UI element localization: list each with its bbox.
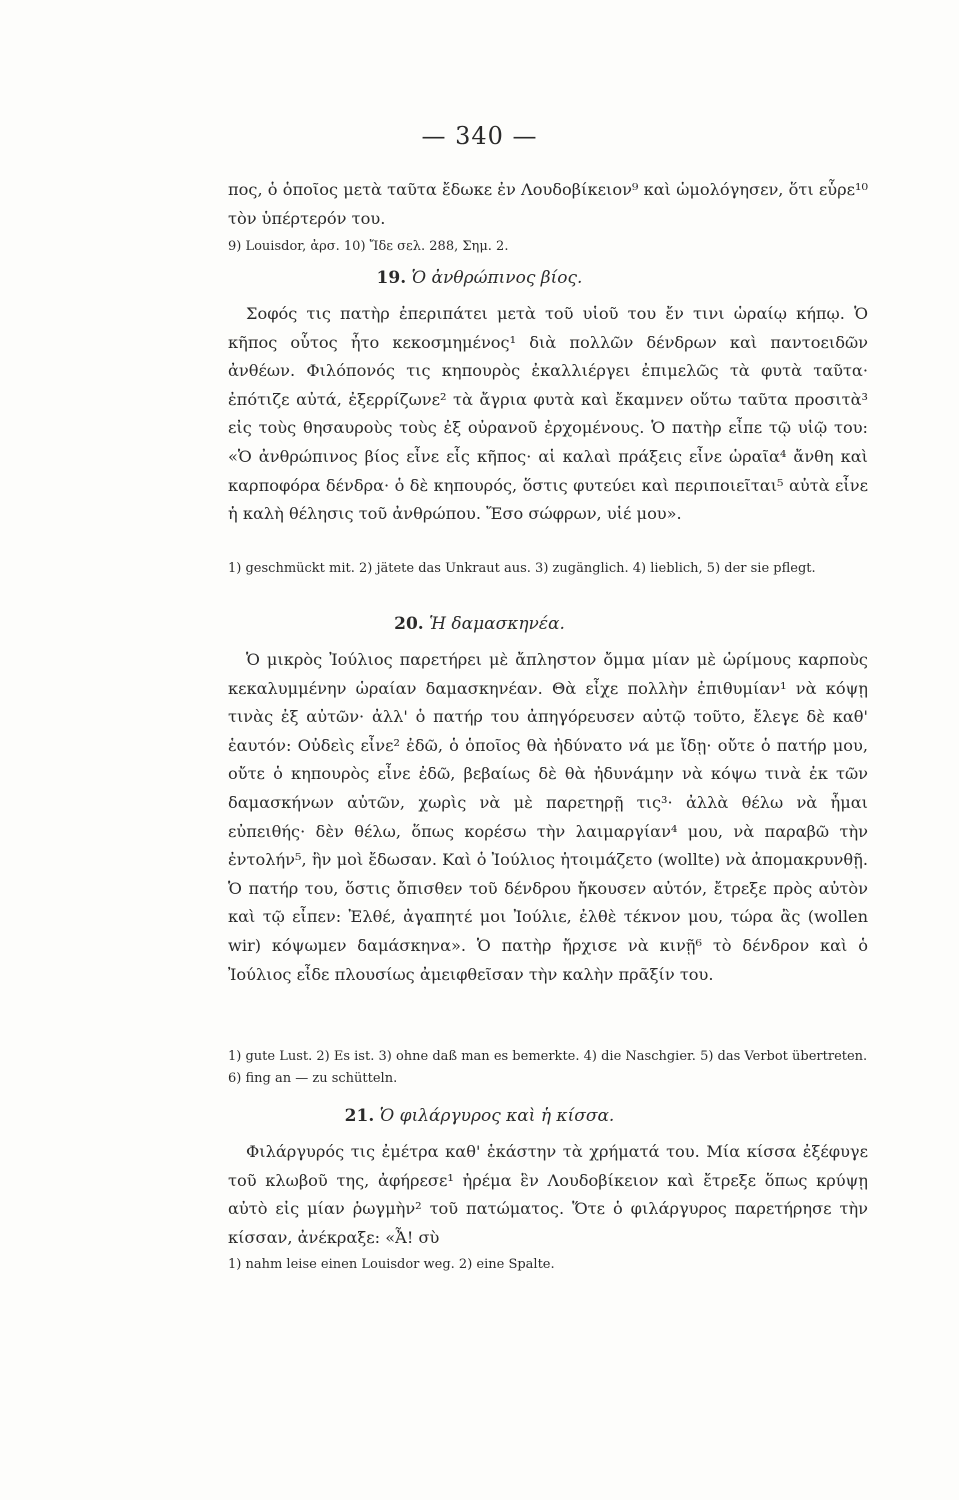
section-19-title: Ὁ ἀνθρώπινος βίος.: [411, 268, 583, 288]
section-21-text: Φιλάργυρός τις ἐμέτρα καθ' ἑκάστην τὰ χρήματά του. Μία κίσσα ἐξέφυγε τοῦ κλωβοῦ της, ἀφήρεσε¹ ἠρέμα ἓν Λουδοβίκειον καὶ ἔτρεξε ὅπως κρύψῃ αὐτὸ εἰς μίαν ῥωγμὴν² τοῦ πατώματος. Ὅτε ὁ φιλάργυρος παρετήρησε τὴν κίσσαν, ἀνέκραξε: «Ἆ! σὺ: [228, 1142, 868, 1247]
section-21-number: 21.: [344, 1106, 375, 1126]
section-20-number: 20.: [394, 614, 424, 634]
section-19-text: Σοφός τις πατὴρ ἐπεριπάτει μετὰ τοῦ υἱοῦ του ἔν τινι ὡραίῳ κήπῳ. Ὁ κῆπος οὗτος ἦτο κεκοσμημένος¹ διὰ πολλῶν δένδρων καὶ παντοειδῶν ἀνθέων. Φιλόπονός τις κηπουρὸς ἐκαλλιέργει ἐπιμελῶς τὰ φυτὰ ταῦτα· ἐπότιζε αὐτά, ἐξερρίζωνε² τὰ ἄγρια φυτὰ καὶ ἔκαμνεν οὕτω ταῦτα προσιτὰ³ εἰς τοὺς θησαυροὺς τοὺς ἐξ οὐρανοῦ ἐρχομένους. Ὁ πατὴρ εἶπε τῷ υἱῷ του: «Ὁ ἀνθρώπινος βίος εἶνε εἷς κῆπος· αἱ καλαὶ πράξεις εἶνε ὡραῖα⁴ ἄνθη καὶ καρποφόρα δένδρα· ὁ δὲ κηπουρός, ὅστις φυτεύει καὶ περιποιεῖται⁵ αὐτὰ εἶνε ἡ καλὴ θέλησις τοῦ ἀνθρώπου. Ἔσο σώφρων, υἱέ μου».: [228, 304, 868, 524]
carryover-paragraph: [228, 176, 868, 233]
section-20-title: Ἡ δαμασκηνέα.: [429, 614, 565, 634]
section-21-body: [228, 1138, 868, 1252]
section-20-footnotes: 1) gute Lust. 2) Es ist. 3) ohne daß man es bemerkte. 4) die Naschgier. 5) das Verbot übertreten. 6) fing an — zu schütteln.: [228, 1049, 868, 1086]
section-19-body: [228, 300, 868, 529]
section-21-title: Ὁ φιλάργυρος καὶ ἡ κίσσα.: [379, 1106, 615, 1126]
footnote-previous: 9) Louisdor, ἀρσ. 10) Ἴδε σελ. 288, Σημ. 2.: [228, 239, 509, 254]
section-19-number: 19.: [376, 268, 407, 288]
section-19-footnotes: 1) geschmückt mit. 2) jätete das Unkraut aus. 3) zugänglich. 4) lieblich, 5) der sie pflegt.: [228, 561, 816, 576]
page-number: — 340 —: [421, 122, 538, 150]
section-20-body: [228, 646, 868, 989]
section-20-text: Ὁ μικρὸς Ἰούλιος παρετήρει μὲ ἄπληστον ὄμμα μίαν μὲ ὡρίμους καρποὺς κεκαλυμμένην ὡραίαν δαμασκηνέαν. Θὰ εἶχε πολλὴν ἐπιθυμίαν¹ νὰ κόψῃ τινὰς ἐξ αὐτῶν· ἀλλ' ὁ πατήρ του ἀπηγόρευσεν αὐτῷ τοῦτο, ἔλεγε δὲ καθ' ἑαυτόν: Οὐδεὶς εἶνε² ἐδῶ, ὁ ὁποῖος θὰ ἠδύνατο νά με ἴδῃ· οὔτε ὁ πατήρ μου, οὔτε ὁ κηπουρὸς εἶνε ἐδῶ, βεβαίως δὲ θὰ ἠδυνάμην νὰ κόψω τινὰ ἐκ τῶν δαμασκήνων αὐτῶν, χωρὶς νὰ μὲ παρετηρῇ τις³· ἀλλὰ θέλω νὰ ἦμαι εὐπειθής· δὲν θέλω, ὅπως κορέσω τὴν λαιμαργίαν⁴ μου, νὰ παραβῶ τὴν ἐντολήν⁵, ἣν μοὶ ἔδωσαν. Καὶ ὁ Ἰούλιος ἡτοιμάζετο (wollte) νὰ ἀπομακρυνθῇ. Ὁ πατήρ του, ὅστις ὄπισθεν τοῦ δένδρου ἤκουσεν αὐτόν, ἔτρεξε πρὸς αὐτὸν καὶ τῷ εἶπεν: Ἐλθέ, ἀγαπητέ μοι Ἰούλιε, ἐλθὲ τέκνον μου, τώρα ἂς (wollen wir) κόψωμεν δαμάσκηνα». Ὁ πατὴρ ἤρχισε νὰ κινῇ⁶ τὸ δένδρον καὶ ὁ Ἰούλιος εἶδε πλουσίως ἀμειφθεῖσαν τὴν καλὴν πρᾶξίν του.: [228, 650, 868, 984]
section-20-heading: [0, 614, 959, 634]
section-21-heading: [0, 1106, 959, 1126]
section-19-heading: [0, 268, 959, 288]
carryover-text: πος, ὁ ὁποῖος μετὰ ταῦτα ἔδωκε ἐν Λουδοβίκειον⁹ καὶ ὡμολόγησεν, ὅτι εὗρε¹⁰ τὸν ὑπέρτερόν του.: [228, 180, 868, 228]
section-21-footnotes: 1) nahm leise einen Louisdor weg. 2) eine Spalte.: [228, 1257, 555, 1272]
